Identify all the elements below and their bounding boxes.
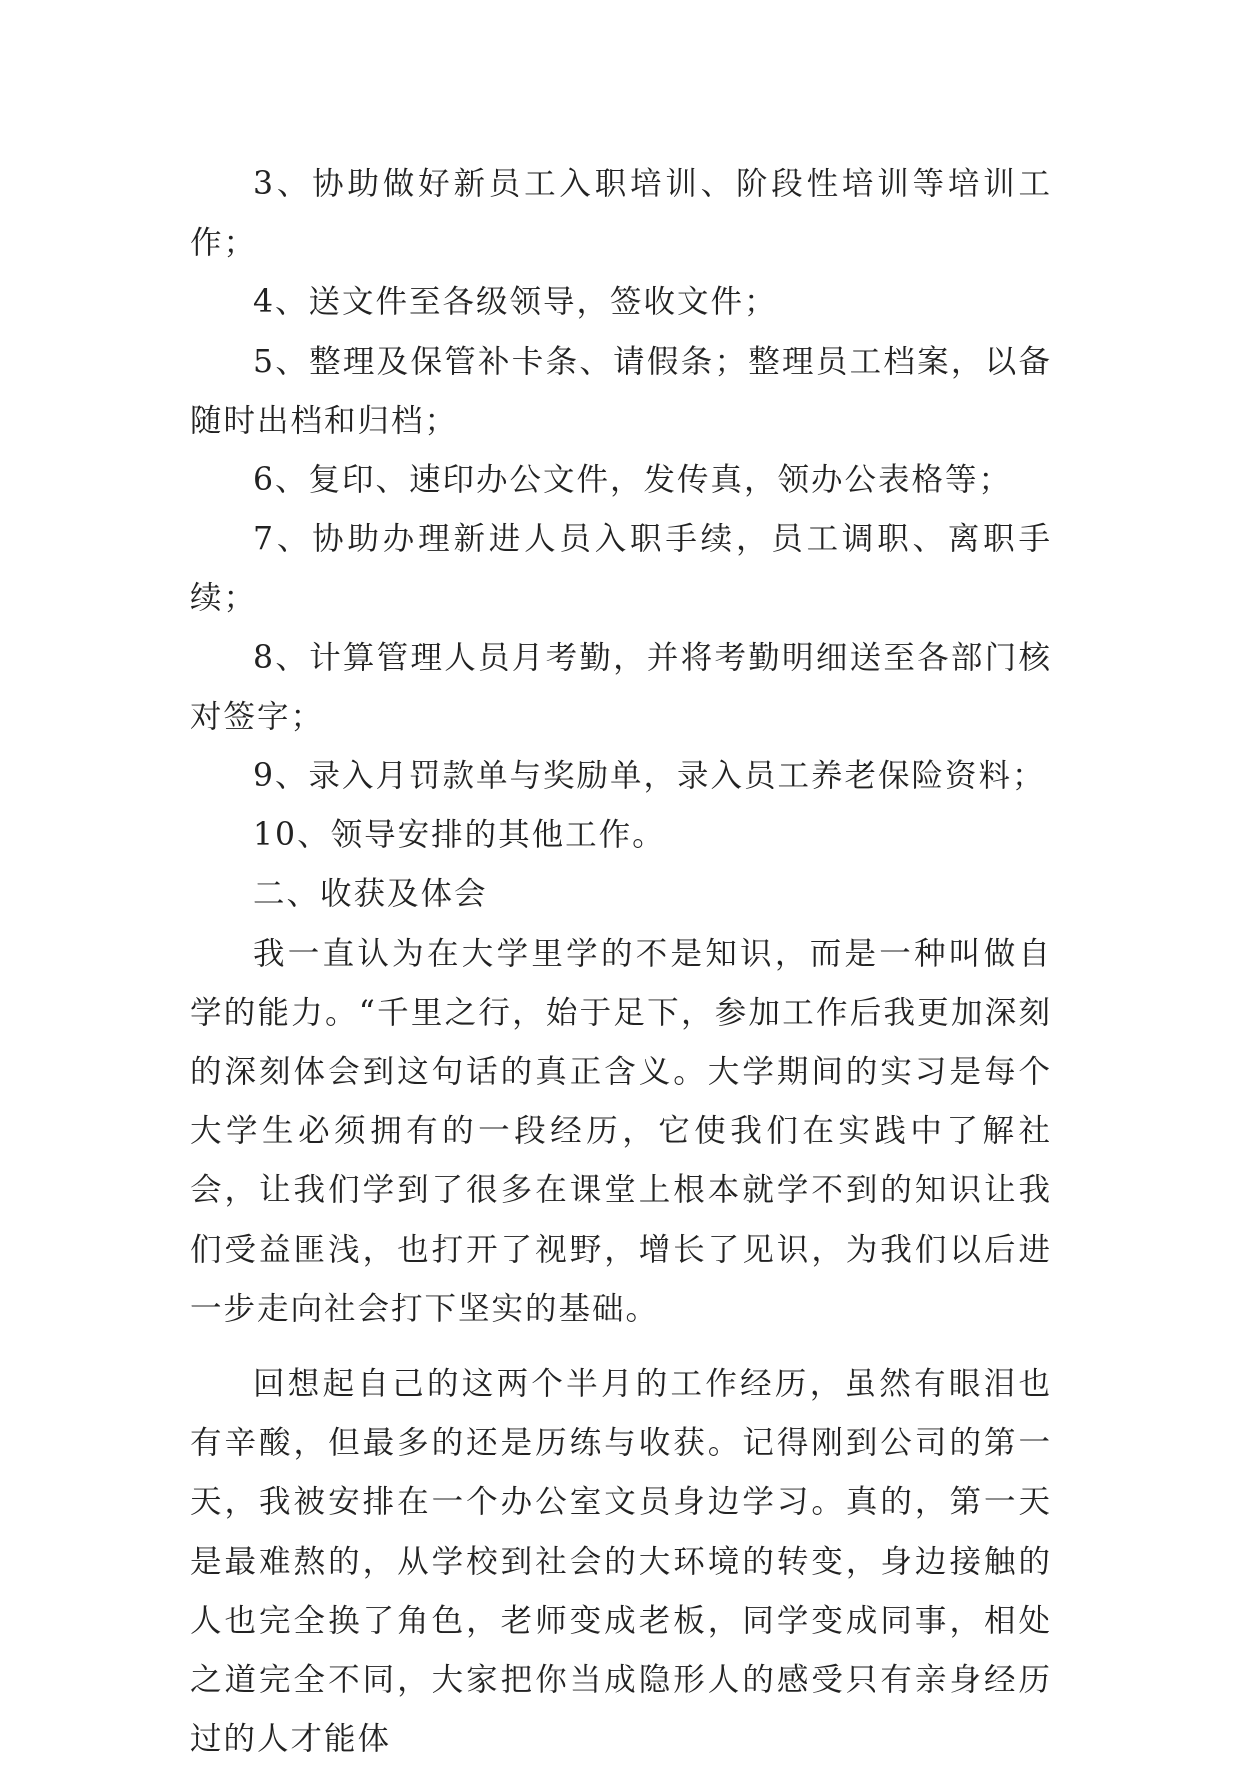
list-item-5: 5、整理及保管补卡条、请假条；整理员工档案，以备随时出档和归档； [190, 343, 1052, 439]
body-paragraph: 回想起自己的这两个半月的工作经历，虽然有眼泪也有辛酸，但最多的还是历练与收获。记得刚到公司的第一天，我被安排在一个办公室文员身边学习。真的，第一天是最难熬的，从学校到社会的大环境的转变，身边接触的人也完全换了角色，老师变成老板，同学变成同事，相处之道完全不同，大家把你当成隐形人的感受只有亲身经历过的人才能体 [190, 1366, 1052, 1758]
section-heading: 二、收获及体会 [253, 876, 488, 913]
list-item-9: 9、录入月罚款单与奖励单，录入员工养老保险资料； [253, 758, 1046, 795]
list-item-3: 3、协助做好新员工入职培训、阶段性培训等培训工作； [190, 166, 1052, 262]
list-item-10: 10、领导安排的其他工作。 [253, 817, 666, 854]
document-body [190, 155, 1052, 1769]
list-item-4: 4、送文件至各级领导，签收文件； [253, 284, 778, 321]
body-paragraph: 我一直认为在大学里学的不是知识，而是一种叫做自学的能力。“千里之行，始于足下，参加工作后我更加深刻的深刻体会到这句话的真正含义。大学期间的实习是每个大学生必须拥有的一段经历，它使我们在实践中了解社会，让我们学到了很多在课堂上根本就学不到的知识让我们受益匪浅，也打开了视野，增长了见识，为我们以后进一步走向社会打下坚实的基础。 [190, 935, 1052, 1327]
list-item-7: 7、协助办理新进人员入职手续，员工调职、离职手续； [190, 521, 1052, 617]
list-item-6: 6、复印、速印办公文件，发传真，领办公表格等； [253, 462, 1013, 499]
list-item-8: 8、计算管理人员月考勤，并将考勤明细送至各部门核对签字； [190, 639, 1052, 735]
